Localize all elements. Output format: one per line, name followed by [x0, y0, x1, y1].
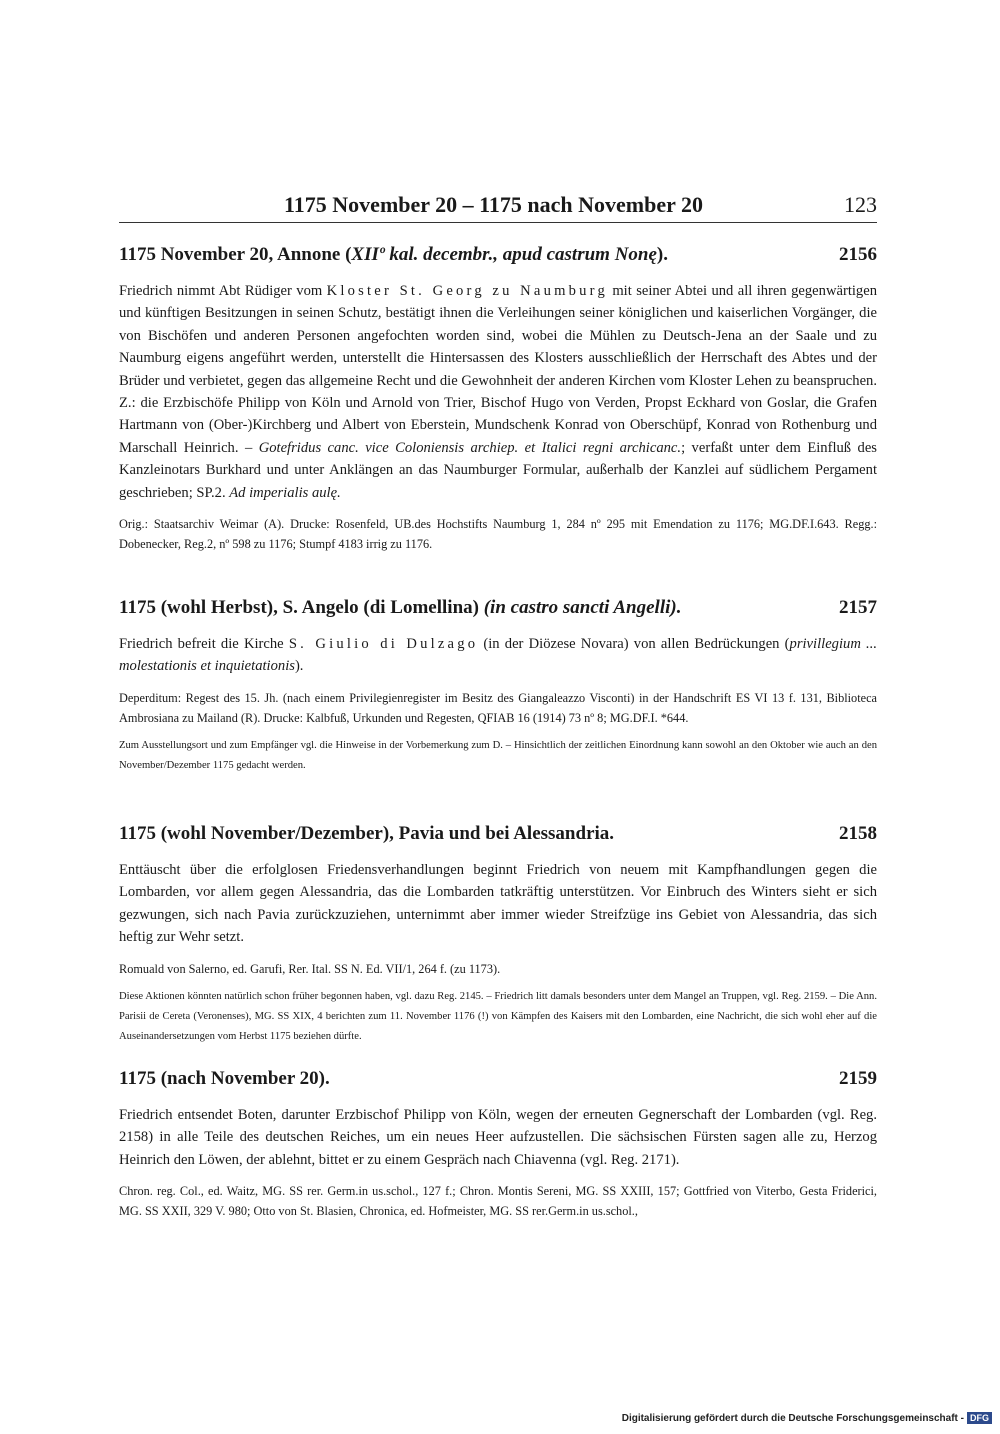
page-number: 123	[844, 192, 877, 217]
sources: Orig.: Staatsarchiv Weimar (A). Drucke: Rosenfeld, UB.des Hochstifts Naumburg 1, 284 nº 295 mit Emendation zu 1176; MG.DF.I.643. Regg.: Dobenecker, Reg.2, nº 598 zu 1176; Stumpf 4183 irrig zu 1176.	[119, 517, 877, 552]
entry-title	[119, 244, 668, 266]
recipient-spaced: Kloster St. Georg zu Naumburg	[326, 283, 608, 299]
entry-title	[119, 597, 681, 619]
commentary-note: Zum Ausstellungsort und zum Empfänger vgl. die Hinweise in der Vorbemerkung zum D. – Hinsichtlich der zeitlichen Einordnung kann sowohl an den Oktober wie auch an den November/Dezember 1175 gedacht werden.	[119, 739, 877, 771]
entry-heading	[119, 823, 877, 849]
text-part: Friedrich befreit die Kirche	[119, 636, 289, 652]
entry-number: 2156	[839, 244, 877, 265]
regest-text	[119, 280, 877, 504]
entry-heading	[119, 244, 877, 270]
entry-number: 2157	[839, 597, 877, 618]
footer-text: Digitalisierung gefördert durch die Deutsche Forschungsgemeinschaft -	[621, 1412, 964, 1424]
running-title: 1175 November 20 – 1175 nach November 20	[284, 192, 703, 217]
latin-quote: privillegium ... molestationis et inquietationis	[119, 636, 877, 675]
entry-heading	[119, 597, 877, 623]
sources: Romuald von Salerno, ed. Garufi, Rer. Ital. SS N. Ed. VII/1, 264 f. (zu 1173).	[119, 961, 501, 976]
text-part: (in der Diözese Novara) von allen Bedrückungen (	[478, 636, 790, 652]
entry-date-place: 1175 November 20, Annone (	[119, 244, 352, 265]
entry-2156	[119, 244, 877, 554]
digitization-footer	[622, 1412, 992, 1424]
entry-2157	[119, 597, 877, 776]
entry-latin-place: (in castro sancti Angelli).	[483, 597, 682, 618]
text-part: Friedrich nimmt Abt Rüdiger vom	[119, 283, 327, 299]
entry-2159	[119, 1068, 877, 1221]
dfg-logo: DFG	[967, 1412, 992, 1424]
entry-title-close: ).	[656, 244, 668, 265]
recipient-spaced: S. Giulio di Dulzago	[288, 636, 479, 652]
sources: Deperditum: Regest des 15. Jh. (nach einem Privilegienregister im Besitz des Giangaleazzo Visconti) in der Handschrift ES VI 13 f. 131, Biblioteca Ambrosiana zu Mailand (R). Drucke: Kalbfuß, Urkunden und Regesten, QFIAB 16 (1914) 73 nº 8; MG.DF.I. *644.	[119, 690, 877, 725]
entry-2158	[119, 823, 877, 1047]
regest-text	[119, 633, 877, 678]
regest-text: Enttäuscht über die erfolglosen Friedensverhandlungen beginnt Friedrich von neuem mit Kampfhandlungen gegen die Lombarden, vor allem gegen Alessandria, das die Lombarden tatkräftig unterstützen. Vor Einbruch des Winters sieht er sich gezwungen, sich nach Pavia zurückzuziehen, unternimmt aber immer wieder Streifzüge ins Gebiet von Alessandria, das sich heftig zur Wehr setzt.	[119, 862, 877, 946]
running-head	[119, 190, 877, 223]
entry-number: 2158	[839, 823, 877, 844]
text-part: mit seiner Abtei und all ihren gegenwärtigen und künftigen Besitzungen in seinen Schutz, bestätigt ihnen die Verleihungen seiner königlichen und kaiserlichen Vorgänger, die von Bischöfen und anderen Personen angefochten worden sind, wobei die Mühlen zu Deutsch-Jena an der Saale und zu Naumburg eigens angeführt werden, unterstellt die Hintersassen des Klosters ausschließlich der Herrschaft des Abtes und der Brüder und verbietet, gegen das allgemeine Recht und die Gewohnheit der anderen Kirchen vom Kloster Lehen zu beanspruchen. Z.: die Erzbischöfe Philipp von Köln und Arnold von Trier, Bischof Hugo von Verden, Propst Eckhard von Goslar, die Grafen Hartmann von (Ober-)Kirchberg und Albert von Eberstein, Mundschenk Konrad von Oberschüpf, Konrad von Rothenburg und Marschall Heinrich. –	[119, 283, 877, 456]
entry-heading	[119, 1068, 877, 1094]
latin-quote: Gotefridus canc. vice Coloniensis archiep. et Italici regni archicanc.	[258, 439, 682, 456]
sources: Chron. reg. Col., ed. Waitz, MG. SS rer. Germ.in us.schol., 127 f.; Chron. Montis Sereni, MG. SS XXIII, 157; Gottfried von Viterbo, Gesta Friderici, MG. SS XXII, 329 V. 980; Otto von St. Blasien, Chronica, ed. Hofmeister, MG. SS rer.Germ.in us.schol.,	[119, 1184, 877, 1219]
entry-date-place: 1175 (wohl Herbst), S. Angelo (di Lomellina)	[119, 597, 484, 618]
entry-title: 1175 (wohl November/Dezember), Pavia und bei Alessandria.	[119, 823, 615, 844]
entry-number: 2159	[839, 1068, 877, 1089]
latin-quote: Ad imperialis aulę.	[229, 484, 341, 501]
regest-text: Friedrich entsendet Boten, darunter Erzbischof Philipp von Köln, wegen der erneuten Gegnerschaft der Lombarden (vgl. Reg. 2158) in alle Teile des deutschen Reiches, um ein neues Heer aufzustellen. Die sächsischen Fürsten sagen alle zu, Herzog Heinrich den Löwen, der ablehnt, bittet er zu einem Gespräch nach Chiavenna (vgl. Reg. 2171).	[119, 1107, 877, 1168]
commentary-note: Diese Aktionen könnten natürlich schon früher begonnen haben, vgl. dazu Reg. 2145. – Friedrich litt damals besonders unter dem Mangel an Truppen, vgl. Reg. 2159. – Die Ann. Parisii de Cereta (Veronenses), MG. SS XIX, 4 berichten zum 11. November 1176 (!) von Kämpfen des Kaisers mit den Lombarden, eine Nachricht, die sich wohl eher auf die Auseinandersetzungen vom Herbst 1175 beziehen dürfte.	[119, 990, 877, 1042]
text-part: ).	[294, 658, 304, 675]
text-part: ; verfaßt unter dem Einfluß des Kanzleinotars Burkhard und unter Anklängen an das Naumburger Formular, außerhalb der Kanzlei auf südlichem Pergament geschrieben; SP.2.	[119, 439, 877, 501]
entry-latin-place: XIIº kal. decembr., apud castrum Nonę	[351, 244, 657, 265]
entry-title: 1175 (nach November 20).	[119, 1068, 330, 1089]
